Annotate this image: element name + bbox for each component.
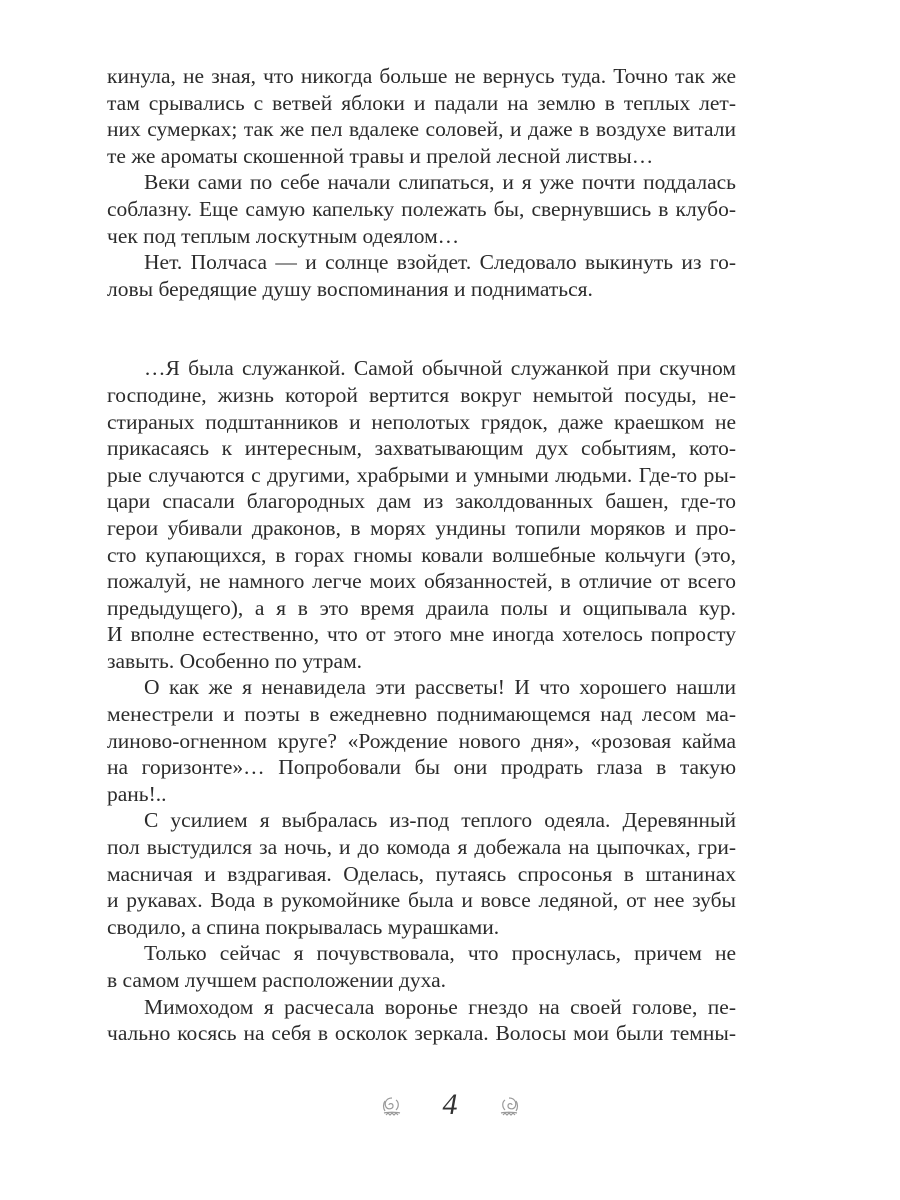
text-line: прикасаясь к интересным, захватывающим дух событиям, кото- (107, 436, 736, 461)
text-line: чально косясь на себя в осколок зеркала. Волосы мои были темны- (107, 1021, 736, 1046)
paragraph (107, 249, 736, 302)
text-line: в самом лучшем расположении духа. (107, 968, 447, 992)
paragraph (107, 355, 736, 674)
text-line: те же ароматы скошенной травы и прелой лесной листвы… (107, 143, 654, 168)
text-line: масничая и вздрагивая. Оделась, путаясь спросонья в штанинах (107, 861, 736, 886)
section-break (107, 302, 736, 355)
text-line: рые случаются с другими, храбрыми и умными людьми. Где-то ры- (107, 462, 736, 487)
text-line: цари спасали благородных дам из заколдованных башен, где-то (107, 489, 736, 514)
text-line: стираных подштанников и неполотых грядок, даже краешком не (107, 409, 736, 434)
text-line: менестрели и поэты в ежедневно поднимающемся над лесом ма- (107, 702, 736, 727)
text-line: ловы бередящие душу воспоминания и подниматься. (107, 276, 593, 301)
paragraph (107, 994, 736, 1047)
text-line: завыть. Особенно по утрам. (107, 648, 363, 673)
paragraph (107, 169, 736, 249)
text-line: чек под теплым лоскутным одеялом… (107, 223, 460, 248)
paragraph (107, 63, 736, 169)
page-footer (0, 1088, 900, 1122)
text-line: Мимоходом я расчесала воронье гнездо на своей голове, пе- (144, 994, 736, 1019)
text-line: сто купающихся, в горах гномы ковали волшебные кольчуги (это, (107, 542, 736, 567)
text-line: Веки сами по себе начали слипаться, и я уже почти поддалась (144, 170, 736, 195)
text-line: кинула, не зная, что никогда больше не вернусь туда. Точно так же (107, 64, 736, 88)
text-line: Нет. Полчаса — и солнце взойдет. Следовало выкинуть из го- (144, 250, 736, 275)
paragraph (107, 674, 736, 807)
text-line: пол выстудился за ночь, и до комода я добежала на цыпочках, гри- (107, 835, 736, 860)
floral-ornament-icon (496, 1093, 522, 1117)
text-line: предыдущего), а я в это время драила полы и ощипывала кур. (107, 595, 736, 620)
text-line: …Я была служанкой. Самой обычной служанкой при скучном (144, 356, 736, 381)
text-line: Только сейчас я почувствовала, что проснулась, причем не (144, 941, 736, 966)
text-line: С усилием я выбралась из-под теплого одеяла. Деревянный (144, 808, 736, 833)
page-number: 4 (442, 1088, 458, 1121)
text-line: господине, жизнь которой вертится вокруг немытой посуды, не- (107, 382, 736, 407)
book-page-text (107, 63, 736, 1047)
floral-ornament-icon (379, 1093, 405, 1117)
paragraph (107, 940, 736, 993)
text-line: И вполне естественно, что от этого мне иногда хотелось попросту (107, 622, 736, 647)
text-line: пожалуй, не намного легче моих обязанностей, в отличие от всего (107, 569, 736, 594)
text-line: линово-огненном круге? «Рождение нового дня», «розовая кайма (107, 728, 736, 753)
text-line: О как же я ненавидела эти рассветы! И что хорошего нашли (144, 675, 736, 700)
text-line: них сумерках; так же пел вдалеке соловей, и даже в воздухе витали (107, 117, 736, 142)
text-line: сводило, а спина покрывалась мурашками. (107, 914, 500, 939)
text-line: герои убивали драконов, в морях ундины топили моряков и про- (107, 515, 736, 540)
text-line: рань!.. (107, 781, 167, 806)
text-line: и рукавах. Вода в рукомойнике была и вовсе ледяной, от нее зубы (107, 888, 736, 913)
text-line: соблазну. Еще самую капельку полежать бы, свернувшись в клубо- (107, 196, 736, 221)
text-line: на горизонте»… Попробовали бы они продрать глаза в такую (107, 755, 736, 780)
paragraph (107, 807, 736, 940)
text-line: там срывались с ветвей яблоки и падали на землю в теплых лет- (107, 90, 736, 115)
